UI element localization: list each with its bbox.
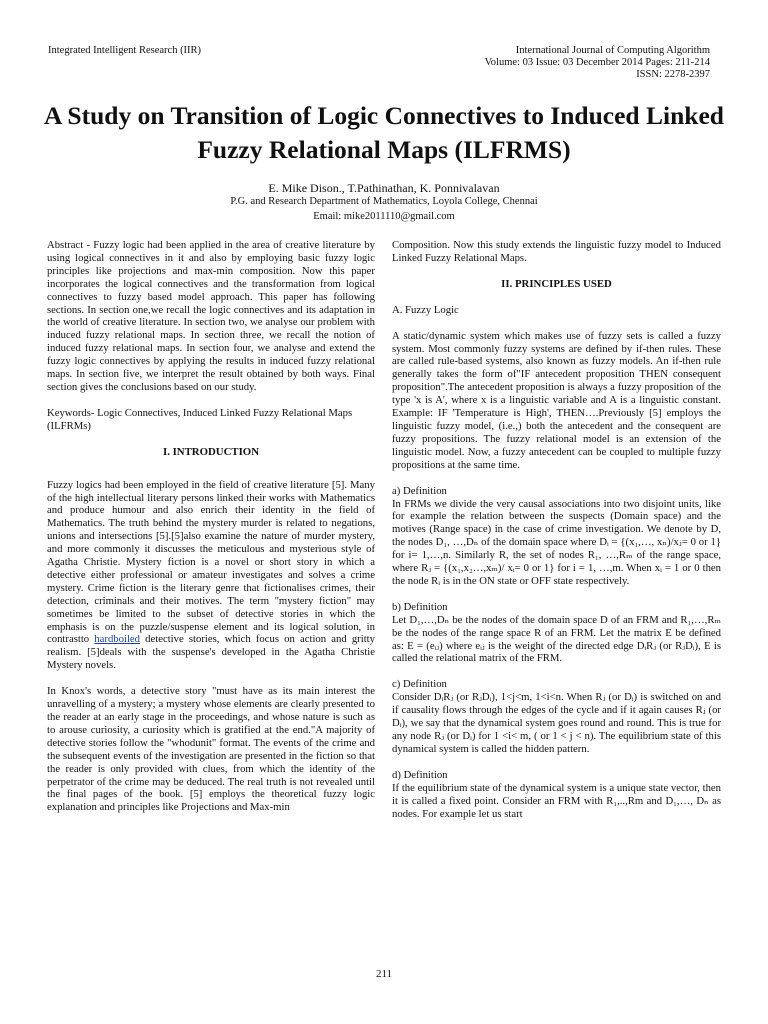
intro-paragraph-2: In Knox's words, a detective story "must have as its main interest the unravelling of a mystery; a mystery whose elements are clearly presented to the reader at an early stage in the proceedings, and whose nature is such as to arouse curiosity, a curiosity which is gratified at the end."A majority of detective stories follow the "whodunit" format. The events of the crime and the subsequent events of the investigation are presented in the fiction so that the reader is only provided with clues, from which the identity of the perpetrator of the crime may be deduced. The real truth is not revealed until the final pages of the book. [5] employs the theoretical fuzzy logic explanation and principles like Projections and Max-min <box>47 685 375 814</box>
journal-header-right <box>410 45 710 81</box>
paper-title: A Study on Transition of Logic Connectives to Induced Linked Fuzzy Relational Maps (ILFRMS) <box>44 101 724 164</box>
continuation-paragraph: Composition. Now this study extends the linguistic fuzzy model to Induced Linked Fuzzy Relational Maps. <box>392 239 721 264</box>
definition-c-heading: c) Definition <box>392 678 447 691</box>
intro-paragraph-1 <box>47 479 375 673</box>
keywords: Keywords- Logic Connectives, Induced Linked Fuzzy Relational Maps (ILFRMs) <box>47 406 353 432</box>
intro-text-part-2: detective stories, which focus on action and gritty realism. [5]deals with the suspense's developed in the Agatha Christie Mystery novels. <box>47 633 375 672</box>
definition-a-body: In FRMs we divide the very causal associations into two disjoint units, like for example the relation between the suspects (Domain space) and the motives (Range space) in the case of crime investigation. We denote by D, the nodes D₁, …,Dₙ of the domain space where Dᵢ = {(x₁,…, xₙ)/xⱼ= 0 or 1} for i= 1,…,n. Similarly R, the set of nodes R₁, …,Rₘ of the range space, where Rⱼ = {(x₁,x₂…,xₘ)/ xᵢ= 0 or 1} for i = 1, …,m. When xᵢ = 1 or 0 then the node Rᵢ is in the ON state or OFF state respectively. <box>392 497 721 587</box>
definition-b-heading: b) Definition <box>392 600 448 613</box>
definition-d-body: If the equilibrium state of the dynamical system is a unique state vector, then it is called a fixed point. Consider an FRM with R₁,..,Rm and D₁,…, Dₙ as nodes. For example let us start <box>392 781 721 820</box>
definition-c-body: Consider DᵢRⱼ (or RⱼDᵢ), 1<j<m, 1<i<n. When Rⱼ (or Dᵢ) is switched on and if causality flows through the edges of the cycle and if it again causes Rⱼ (or Dᵢ), we say that the dynamical system goes round and round. This is true for any node Rⱼ (or Dᵢ) for 1 <i< m, ( or 1 < j < n). The equilibrium state of this dynamical system is called the hidden pattern. <box>392 691 721 755</box>
hardboiled-link[interactable]: hardboiled <box>94 633 141 646</box>
left-column <box>47 239 375 827</box>
section-heading-principles: II. PRINCIPLES USED <box>501 277 612 290</box>
journal-name: International Journal of Computing Algorithm <box>515 45 710 56</box>
abstract: Abstract - Fuzzy logic had been applied in the area of creative literature by using logical connectives in it and also by employing basic fuzzy logic principles like projections and max-min composition. Now this paper incorporates the logical connectives and the transformation from logical connectives to fuzzy based model approach. This paper has following sections. In section one,we recall the logic connectives and its adaptation in the world of creative literature. In section two, we analyse our problem with induced fuzzy relational maps. In section three, we recall the notion of induced fuzzy relational maps. In section four, we analyse and extend the fuzzy logic connectives by applying the results in induced fuzzy relational maps. In section five, we interpret the result obtained by both ways. Final section gives the conclusions based on our study. <box>47 239 375 393</box>
paper-authors: E. Mike Dison., T.Pathinathan, K. Ponnivalavan <box>268 181 500 195</box>
subsection-fuzzy-logic: A. Fuzzy Logic <box>392 303 459 316</box>
paper-affiliation: P.G. and Research Department of Mathematics, Loyola College, Chennai <box>230 196 538 207</box>
intro-text-part-1: Fuzzy logics had been employed in the field of creative literature [5]. Many of the high intellectual literary persons linked their works with Mathematics and produce humour and also enrich their identity in the field of Mathematics. The truth behind the mystery murder is related to negations, unions and intersections [5].[5]also examine the nature of murder mystery, and more commonly it discusses the meticulous and mysterious style of Agatha Christie. Mystery fiction is a novel or short story in which a detective either professional or amateur investigates and solves a crime mystery. Crime fiction is the literary genre that fictionalises crimes, their detection, criminals and their motives. The term "mystery fiction" may sometimes be limited to the subset of detective stories in which the emphasis is on the puzzle/suspense element and its logical solution, in contrastto <box>47 478 375 646</box>
definition-a-heading: a) Definition <box>392 484 447 497</box>
journal-issn: ISSN: 2278-2397 <box>636 69 710 80</box>
right-column <box>392 239 721 833</box>
definition-d-heading: d) Definition <box>392 768 448 781</box>
journal-volume: Volume: 03 Issue: 03 December 2014 Pages: 211-214 <box>484 57 710 68</box>
author-email: Email: mike2011110@gmail.com <box>313 211 455 222</box>
section-heading-introduction: I. INTRODUCTION <box>163 445 259 458</box>
fuzzy-logic-paragraph: A static/dynamic system which makes use of fuzzy sets is called a fuzzy system. Most commonly fuzzy systems are defined by if-then rules. These are called rule-based systems, also known as fuzzy models. An if-then rule generally takes the form of"IF antecedent proposition THEN consequent proposition".The antecedent proposition is always a fuzzy proposition of the type 'x is A', where x is a linguistic variable and A is a linguistic constant. Example: IF 'Temperature is High', THEN….Previously [5] employs the linguistic fuzzy model, (i.e.,) both the antecedent and the consequent are fuzzy propositions. The fuzzy relational model is an extension of the linguistic model. Now, a fuzzy antecedent can be coupled to multiple fuzzy propositions at the same time. <box>392 329 721 471</box>
journal-header-left: Integrated Intelligent Research (IIR) <box>48 45 202 56</box>
page-number: 211 <box>375 968 393 980</box>
definition-b-body: Let D₁,…,Dₙ be the nodes of the domain space D of an FRM and R₁,…,Rₘ be the nodes of the range space R of an FRM. Let the matrix E be defined as: E = (eᵢⱼ) where eᵢⱼ is the weight of the directed edge DᵢRⱼ (or RⱼDᵢ), E is called the relational matrix of the FRM. <box>392 613 721 665</box>
